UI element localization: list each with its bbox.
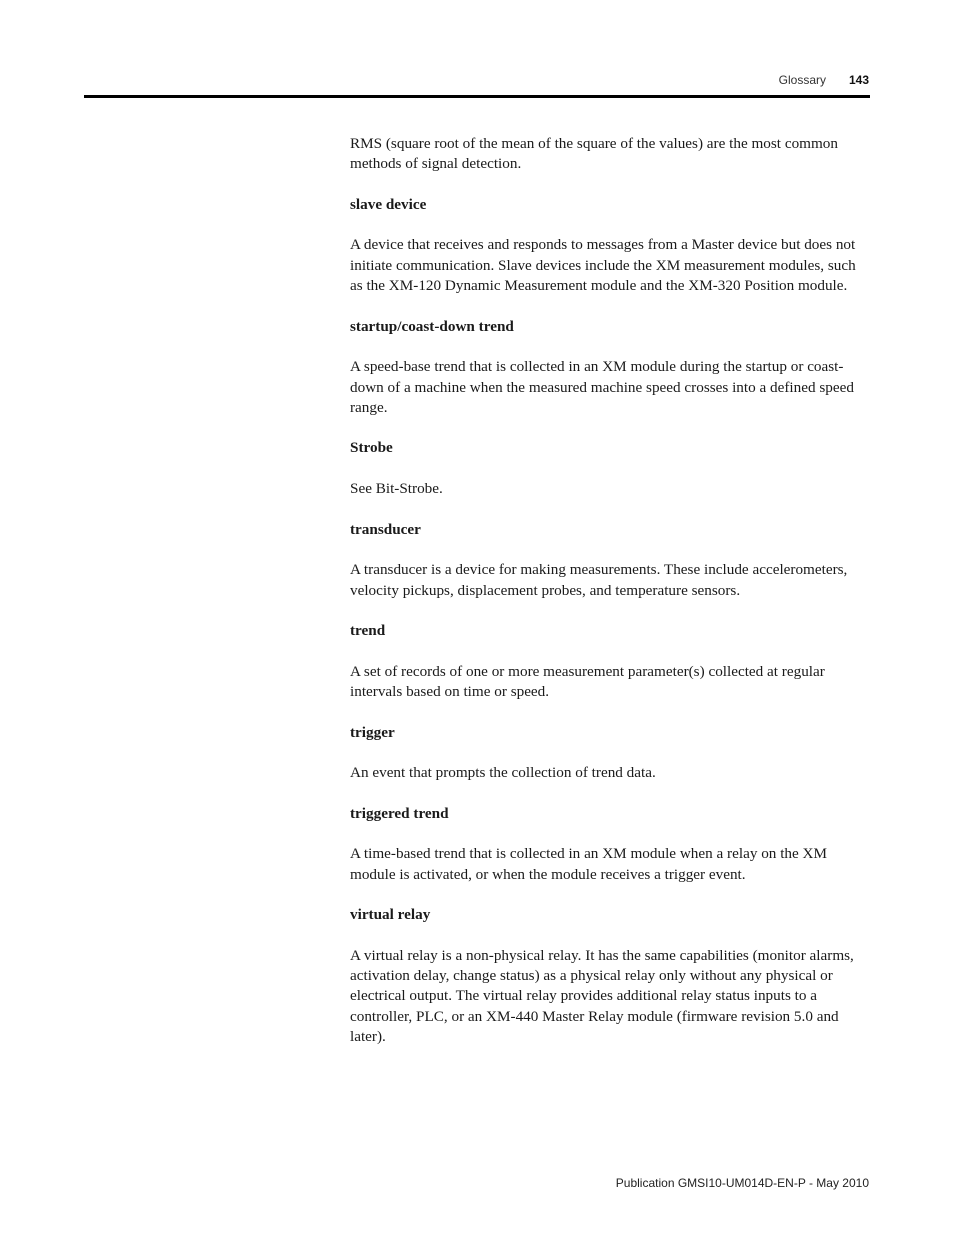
intro-continuation: RMS (square root of the mean of the square of the values) are the most common methods of signal detection. (350, 135, 838, 173)
glossary-definition: A speed-base trend that is collected in an XM module during the startup or coast-down of a machine when the measured machine speed crosses into a defined speed range. (350, 358, 854, 416)
glossary-term: Strobe (350, 439, 393, 457)
page-footer (616, 1176, 869, 1190)
glossary-definition: A transducer is a device for making measurements. These include accelerometers, velocity pickups, displacement probes, and temperature sensors. (350, 561, 848, 599)
header-rule (84, 95, 870, 98)
glossary-definition: A time-based trend that is collected in an XM module when a relay on the XM module is activated, or when the module receives a trigger event. (350, 845, 828, 883)
header-page-number: 143 (848, 73, 869, 87)
glossary-term: startup/coast-down trend (350, 317, 514, 335)
glossary-definition: An event that prompts the collection of trend data. (350, 764, 656, 782)
glossary-term: trigger (350, 723, 395, 741)
publication-info: Publication GMSI10-UM014D-EN-P - May 2010 (615, 1176, 869, 1190)
glossary-term: trend (350, 622, 386, 640)
glossary-definition: A device that receives and responds to messages from a Master device but does not initiate communication. Slave devices include the XM measurement modules, such as the XM-120 Dynamic Measurement module and the XM-320 Position module. (350, 236, 856, 295)
page-header (0, 0, 954, 100)
glossary-content (350, 134, 870, 1068)
glossary-definition: A set of records of one or more measurement parameter(s) collected at regular intervals based on time or speed. (350, 662, 825, 701)
header-section-title: Glossary (778, 73, 826, 87)
glossary-term: slave device (350, 195, 427, 213)
glossary-term: transducer (350, 520, 421, 538)
glossary-term: virtual relay (350, 906, 431, 924)
glossary-definition: See Bit-Strobe. (350, 480, 443, 498)
glossary-term: triggered trend (350, 804, 449, 822)
glossary-definition: A virtual relay is a non-physical relay. It has the same capabilities (monitor alarms, activation delay, change status) as a physical relay only without any physical or electrical output. The virtual relay provides additional relay status inputs to a controller, PLC, or an XM-440 Master Relay module (firmware revision 5.0 and later). (350, 946, 854, 1046)
